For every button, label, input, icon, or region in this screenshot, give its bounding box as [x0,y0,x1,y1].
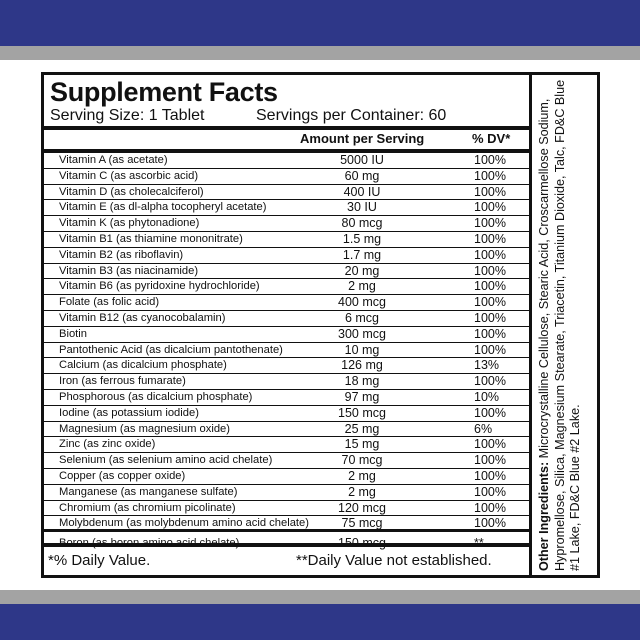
other-ingredients-text [537,79,597,571]
nutrient-daily-value: 100% [474,232,506,246]
nutrient-amount: 80 mcg [341,216,383,231]
nutrient-row [44,469,529,485]
nutrient-name: Chromium (as chromium picolinate) [59,501,236,514]
nutrient-row [44,485,529,501]
nutrient-daily-value: 100% [474,263,506,278]
nutrient-daily-value: 100% [474,437,506,452]
nutrient-amount: 5000 IU [340,153,384,167]
nutrient-daily-value: 100% [474,247,506,262]
nutrient-amount: 126 mg [341,358,383,373]
thick-divider [44,543,529,547]
nutrient-row [44,295,529,311]
daily-value-note: *% Daily Value. [48,552,151,569]
nutrient-daily-value: 100% [474,469,506,483]
nutrient-name: Folate (as folic acid) [59,296,160,309]
nutrient-row [44,153,529,169]
nutrient-name: Vitamin B3 (as niacinamide) [59,264,199,277]
nutrient-row [44,453,529,469]
nutrient-amount: 300 mcg [338,326,386,341]
nutrient-row [44,279,529,295]
nutrient-daily-value: 100% [474,326,506,341]
nutrient-amount: 400 IU [343,184,381,199]
nutrient-amount: 60 mg [344,168,380,183]
nutrient-amount: 18 mg [344,374,380,389]
nutrient-name: Vitamin B12 (as cyanocobalamin) [59,312,226,324]
nutrient-daily-value: 100% [474,168,506,183]
nutrient-daily-value: 100% [474,453,506,468]
nutrient-daily-value: 100% [474,279,506,294]
not-established-note: **Daily Value not established. [296,552,492,569]
nutrient-amount: 2 mg [348,469,376,483]
other-ingredients-list: Microcrystalline Cellulose, Stearic Acid, Croscarmellose Sodium, Hypromellose, Silica, Magnesium Stearate, Triacetin, Titanium Dioxide, Talc, FD&C Blue #1 Lake, FD&C Blue #2 Lake. [537,79,582,571]
nutrient-name: Vitamin A (as acetate) [59,154,168,166]
supplement-facts-panel [41,72,600,578]
nutrient-daily-value: 100% [474,184,506,199]
nutrient-daily-value: 100% [474,153,506,167]
nutrient-name: Biotin [59,327,87,340]
bottom-gray-band [0,590,640,604]
nutrient-amount: 30 IU [347,200,377,215]
nutrient-name: Vitamin E (as dl-alpha tocopheryl acetate) [59,201,267,214]
nutrient-row [44,248,529,264]
nutrient-name: Iodine (as potassium iodide) [59,406,199,419]
nutrient-name: Phosphorous (as dicalcium phosphate) [59,391,253,403]
dv-header: % DV* [472,131,511,146]
nutrient-row [44,169,529,185]
nutrient-name: Calcium (as dicalcium phosphate) [59,359,227,372]
nutrient-daily-value: 100% [474,200,506,215]
nutrient-name: Magnesium (as magnesium oxide) [59,422,230,435]
nutrient-name: Molybdenum (as molybdenum amino acid chelate) [59,517,309,530]
serving-size: Serving Size: 1 Tablet [50,107,205,124]
nutrient-name: Copper (as copper oxide) [59,470,186,482]
nutrient-name: Selenium (as selenium amino acid chelate) [59,454,273,467]
nutrient-row [44,264,529,280]
nutrient-name: Vitamin B2 (as riboflavin) [59,248,184,261]
nutrient-amount: 6 mcg [344,311,380,325]
other-ingredients-panel [535,75,597,575]
nutrient-amount: 1.7 mg [342,247,382,262]
nutrient-daily-value: 100% [474,500,506,515]
amount-header: Amount per Serving [300,131,425,146]
nutrient-amount: 400 mcg [338,295,386,310]
nutrient-daily-value: 100% [474,374,506,389]
nutrient-name: Vitamin D (as cholecalciferol) [59,185,204,198]
nutrient-amount: 120 mcg [338,500,386,515]
nutrient-daily-value: 100% [474,516,506,531]
nutrient-row [44,185,529,201]
nutrient-amount: 15 mg [344,437,380,452]
nutrient-daily-value: 6% [474,421,493,436]
nutrient-amount: 97 mg [344,390,380,404]
nutrient-daily-value: 100% [474,311,506,325]
nutrient-daily-value: 100% [474,216,506,231]
nutrient-name: Vitamin C (as ascorbic acid) [59,169,199,182]
nutrient-amount: 10 mg [344,342,380,357]
nutrient-row [44,358,529,374]
top-blue-band [0,0,640,46]
nutrient-row [44,516,529,532]
nutrient-row [44,216,529,232]
nutrient-name: Vitamin K (as phytonadione) [59,217,200,230]
other-ingredients-label: Other Ingredients: [537,461,551,571]
nutrient-daily-value: 100% [474,484,506,499]
facts-title: Supplement Facts [50,77,278,107]
nutrient-row [44,343,529,359]
nutrient-daily-value: 100% [474,405,506,420]
nutrient-amount: 25 mg [344,421,380,436]
nutrient-row [44,437,529,453]
nutrient-row [44,232,529,248]
nutrient-row [44,311,529,327]
nutrient-row [44,200,529,216]
nutrient-amount: 1.5 mg [342,232,382,246]
nutrient-row [44,374,529,390]
nutrient-name: Vitamin B6 (as pyridoxine hydrochloride) [59,280,260,293]
nutrient-row [44,406,529,422]
nutrient-daily-value: 100% [474,342,506,357]
nutrient-amount: 70 mcg [341,453,383,468]
top-gray-band [0,46,640,60]
nutrient-row [44,501,529,517]
nutrient-row [44,422,529,438]
nutrient-amount: 150 mcg [338,405,386,420]
nutrient-name: Iron (as ferrous fumarate) [59,375,186,388]
nutrient-row [44,390,529,406]
nutrient-name: Pantothenic Acid (as dicalcium pantothenate) [59,343,283,356]
nutrient-daily-value: 10% [474,390,500,404]
bottom-blue-band [0,604,640,640]
nutrient-daily-value: 13% [474,358,500,373]
nutrient-row [44,327,529,343]
servings-per-container: Servings per Container: 60 [256,107,447,124]
thick-divider [44,126,529,130]
nutrient-amount: 2 mg [348,484,376,499]
nutrient-daily-value: 100% [474,295,506,310]
nutrient-amount: 20 mg [344,263,380,278]
nutrient-name: Vitamin B1 (as thiamine mononitrate) [59,233,243,245]
nutrient-amount: 75 mcg [341,516,383,531]
nutrient-name: Manganese (as manganese sulfate) [59,485,238,498]
facts-table [44,75,532,575]
nutrient-amount: 2 mg [348,279,376,294]
nutrient-name: Zinc (as zinc oxide) [59,438,156,451]
